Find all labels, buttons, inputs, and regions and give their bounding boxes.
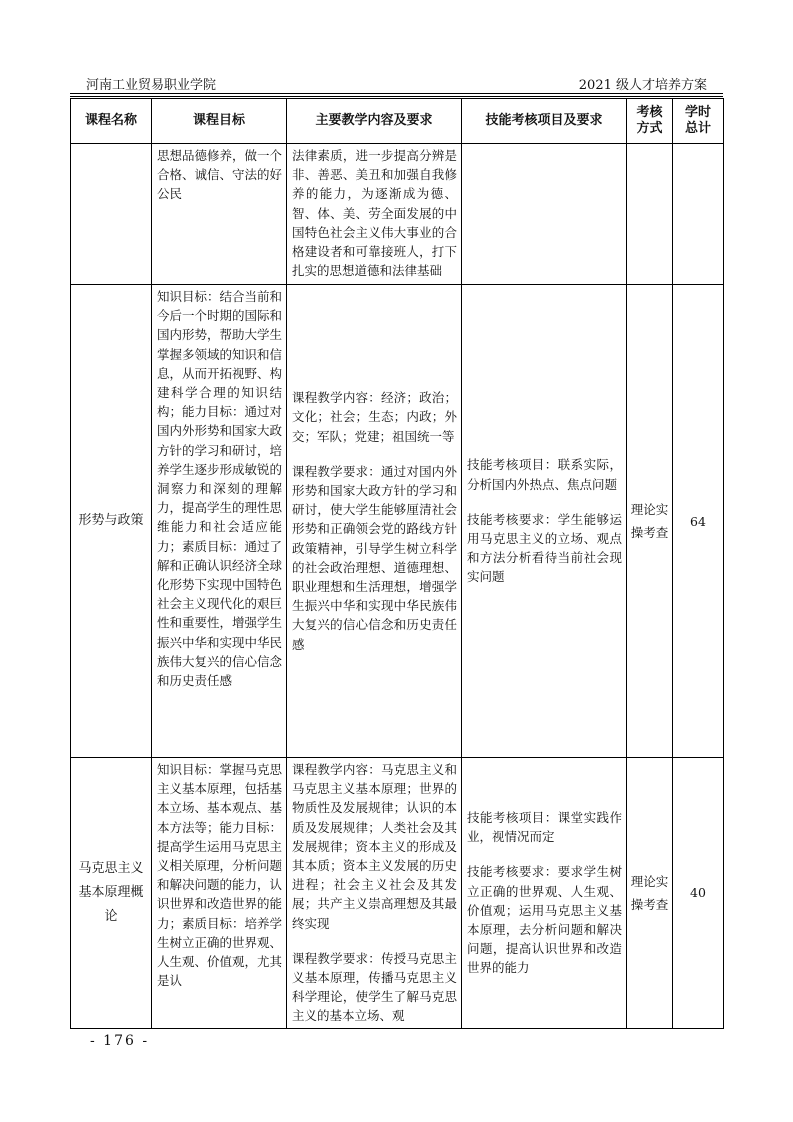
course-goal-cell: 知识目标：掌握马克思主义基本原理，包括基本立场、基本观点、基本方法等；能力目标：提高学生运用马克思主义相关原理，分析问题和解决问题的能力，认识世界和改造世界的能力；素质目标：培养学生树立正确的世界观、人生观、价值观，尤其是认 xyxy=(152,758,287,1029)
skill-assessment-cell xyxy=(462,285,627,758)
course-name-cell xyxy=(71,144,152,285)
total-hours-cell xyxy=(673,144,724,285)
header-hours-line-1: 学时 xyxy=(684,105,711,120)
teaching-content-text: 课程教学内容：经济；政治；文化；社会；生态；内政；外交；军队；党建；祖国统一等 xyxy=(292,390,457,444)
teaching-content-cell xyxy=(287,285,462,758)
header-exam-line-2: 方式 xyxy=(636,121,663,136)
header-hours-line-2: 总计 xyxy=(684,121,711,136)
header-rule xyxy=(70,93,723,94)
total-hours-cell: 40 xyxy=(673,758,724,1029)
table-row xyxy=(71,758,724,1029)
header-course-name: 课程名称 xyxy=(71,99,152,144)
teaching-requirement-text: 课程教学要求：传授马克思主义基本原理，传播马克思主义科学理论，使学生了解马克思主义的基本立场、观 xyxy=(292,950,457,1024)
page-number: - 176 - xyxy=(90,1033,150,1049)
course-goal-cell: 知识目标：结合当前和今后一个时期的国际和国内形势，帮助大学生掌握多领域的知识和信息，从而开拓视野、构建科学合理的知识结构；能力目标：通过对国内外形势和国家大政方针的学习和研讨，培养学生逐步形成敏锐的洞察力和深刻的理解力，提高学生的理性思维能力和社会适应能力；素质目标：通过了解和正确认识经济全球化形势下实现中国特色社会主义现代化的艰巨性和重要性，增强学生振兴中华和实现中华民族伟大复兴的信心信念和历史责任感 xyxy=(152,285,287,758)
curriculum-table xyxy=(70,98,724,1029)
header-course-goal: 课程目标 xyxy=(152,99,287,144)
header-rule-thin xyxy=(70,96,723,97)
course-name-cell: 马克思主义基本原理概论 xyxy=(71,758,152,1029)
exam-method-cell xyxy=(627,144,673,285)
course-name-cell: 形势与政策 xyxy=(71,285,152,758)
exam-method-cell: 理论实操考查 xyxy=(627,285,673,758)
header-exam-method xyxy=(627,99,673,144)
total-hours-cell: 64 xyxy=(673,285,724,758)
skill-assessment-cell xyxy=(462,144,627,285)
school-name: 河南工业贸易职业学院 xyxy=(86,78,217,93)
skill-item-text: 技能考核项目：联系实际，分析国内外热点、焦点问题 xyxy=(467,457,622,492)
teaching-content-text: 课程教学内容：马克思主义和马克思主义基本原理；世界的物质性及发展规律；认识的本质及发展规律；人类社会及其发展规律；资本主义的形成及其本质；资本主义发展的历史进程；社会主义社会及其发展；共产主义崇高理想及其最终实现 xyxy=(292,762,457,931)
header-teaching-content: 主要教学内容及要求 xyxy=(287,99,462,144)
table-header-row xyxy=(71,99,724,144)
header-skill-assessment: 技能考核项目及要求 xyxy=(462,99,627,144)
header-exam-line-1: 考核 xyxy=(636,105,663,120)
skill-item-text: 技能考核项目：课堂实践作业，视情况而定 xyxy=(467,810,622,845)
exam-method-cell: 理论实操考查 xyxy=(627,758,673,1029)
teaching-content-cell: 法律素质，进一步提高分辨是非、善恶、美丑和加强自我修养的能力，为逐渐成为德、智、体、美、劳全面发展的中国特色社会主义伟大事业的合格建设者和可靠接班人，打下扎实的思想道德和法律基础 xyxy=(287,144,462,285)
skill-assessment-cell xyxy=(462,758,627,1029)
header-total-hours xyxy=(673,99,724,144)
document-title: 2021 级人才培养方案 xyxy=(578,78,707,93)
skill-requirement-text: 技能考核要求：学生能够运用马克思主义的立场、观点和方法分析看待当前社会现实问题 xyxy=(467,511,622,585)
teaching-content-cell xyxy=(287,758,462,1029)
course-goal-cell: 思想品德修养，做一个合格、诚信、守法的好公民 xyxy=(152,144,287,285)
skill-requirement-text: 技能考核要求：要求学生树立正确的世界观、人生观、价值观；运用马克思主义基本原理，去分析问题和解决问题，提高认识世界和改造世界的能力 xyxy=(467,864,622,976)
table-row xyxy=(71,144,724,285)
teaching-requirement-text: 课程教学要求：通过对国内外形势和国家大政方针的学习和研讨，使大学生能够厘清社会形势和正确领会党的路线方针政策精神，引导学生树立科学的社会政治理想、道德理想、职业理想和生活理想，增强学生振兴中华和实现中华民族伟大复兴的信心信念和历史责任感 xyxy=(292,463,457,652)
table-row xyxy=(71,285,724,758)
